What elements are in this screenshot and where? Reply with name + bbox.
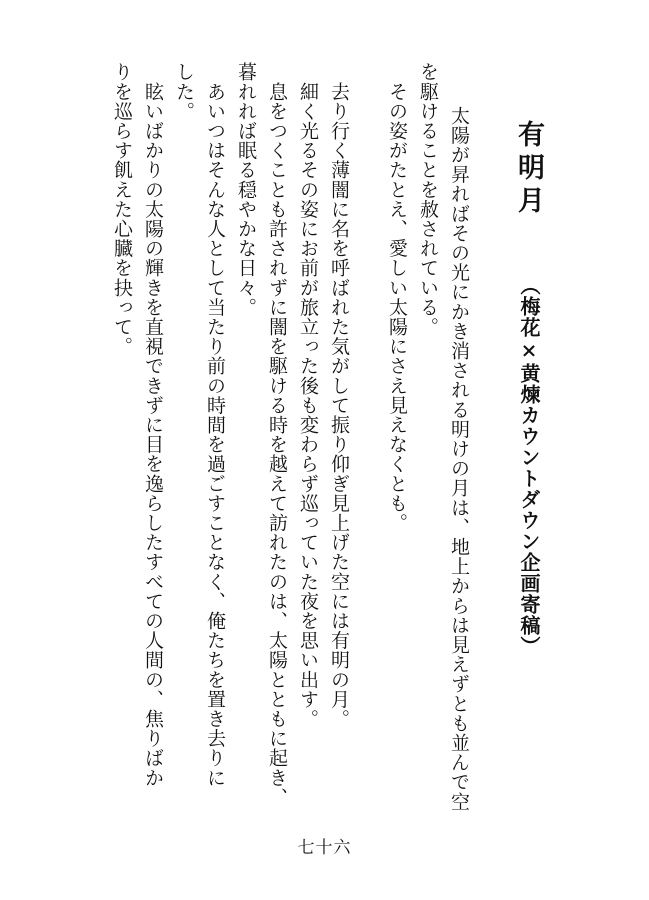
body-line-11: りを巡らす飢えた心臓を抉って。 [111, 62, 133, 356]
body-line-1: 太陽が昇ればその光にかき消される明けの月は、地上からは見えずとも並んで空 [448, 86, 470, 812]
body-line-4: 去り行く薄闇に名を呼ばれた気がして振り仰ぎ見上げた空には有明の月。 [328, 62, 350, 729]
body-line-3: その姿がたとえ、愛しい太陽にさえ見えなくとも。 [386, 62, 408, 533]
body-line-10: 眩いばかりの太陽の輝きを直視できずに目を逸らしたすべての人間の、焦りばか [142, 62, 164, 788]
body-line-2: を駆けることを赦されている。 [417, 62, 439, 337]
story-subtitle: （梅花×黄煉カウントダウン企画寄稿） [517, 275, 541, 657]
body-line-8: あいつはそんな人として当たり前の時間を過ごすことなく、俺たちを置き去りに [204, 62, 226, 788]
body-line-6: 息をつくことも許されずに闇を駆ける時を越えて訪れたのは、太陽とともに起き、 [266, 62, 288, 807]
page-number: 七十六 [297, 838, 352, 858]
body-line-7: 暮れれば眠る穏やかな日々。 [235, 62, 257, 317]
body-line-9: した。 [173, 62, 195, 121]
body-line-5: 細く光るその姿にお前が旅立った後も変わらず巡っていた夜を思い出す。 [297, 62, 319, 729]
story-title: 有明月 [513, 120, 544, 219]
